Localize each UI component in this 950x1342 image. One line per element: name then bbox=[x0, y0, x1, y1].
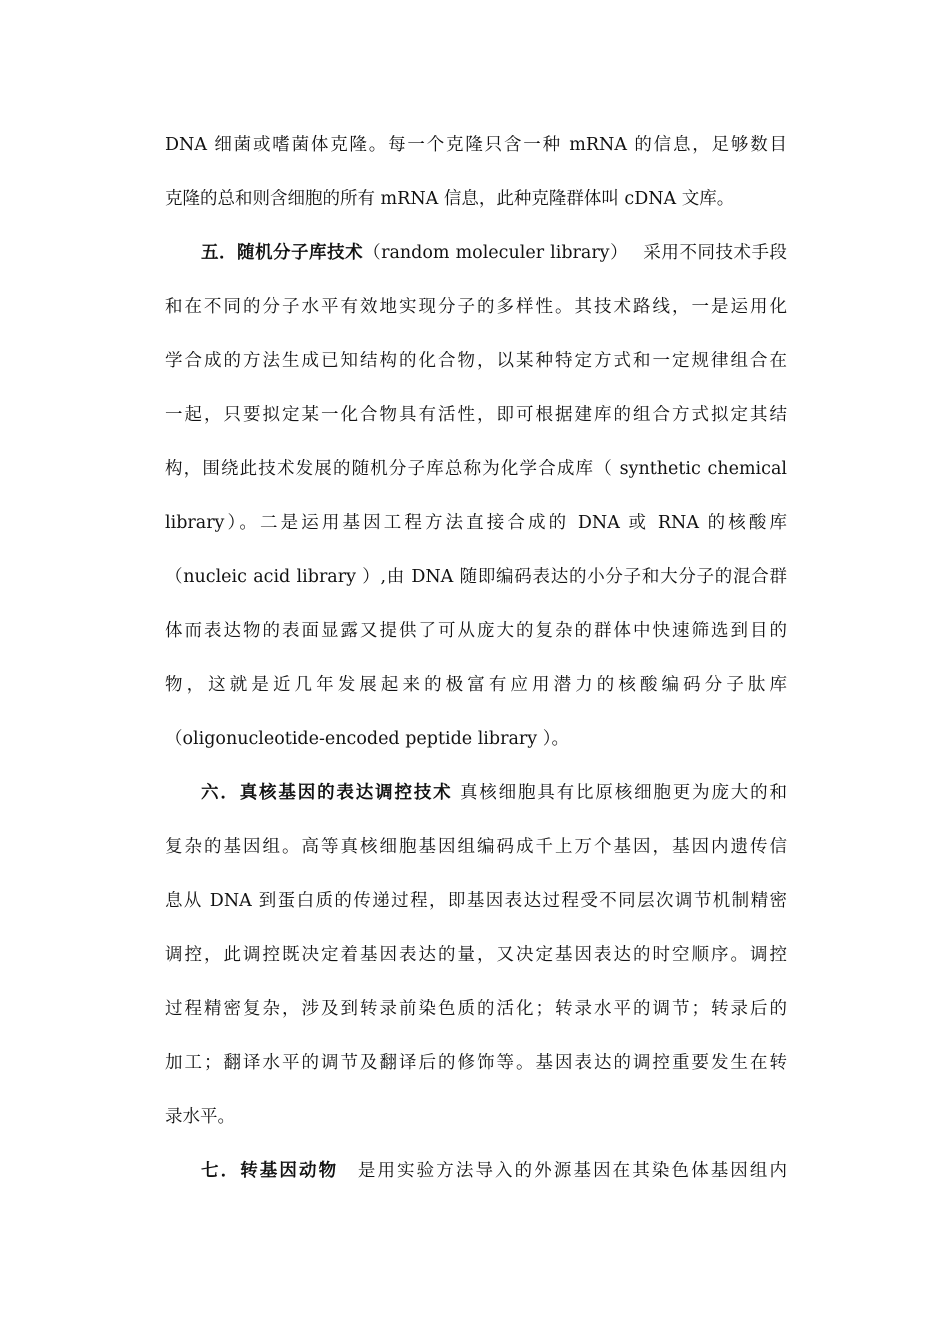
paragraph-line: library）。二是运用基因工程方法直接合成的 DNA 或 RNA 的核酸库 bbox=[165, 513, 787, 533]
section-7-text: 是用实验方法导入的外源基因在其染色体基因组内 bbox=[338, 1161, 787, 1181]
section-6-heading: 六．真核基因的表达调控技术 bbox=[201, 783, 453, 803]
paragraph-line: 克隆的总和则含细胞的所有 mRNA 信息，此种克隆群体叫 cDNA 文库。 bbox=[165, 189, 735, 209]
section-5-text: （random moleculer library） 采用不同技术手段 bbox=[363, 243, 787, 263]
section-6-text: 真核细胞具有比原核细胞更为庞大的和 bbox=[452, 783, 787, 803]
paragraph-line: 构，围绕此技术发展的随机分子库总称为化学合成库（ synthetic chemical bbox=[165, 459, 787, 479]
section-7-heading: 七．转基因动物 bbox=[201, 1161, 339, 1181]
paragraph-line: 物，这就是近几年发展起来的极富有应用潜力的核酸编码分子肽库 bbox=[165, 675, 787, 695]
paragraph-line: 和在不同的分子水平有效地实现分子的多样性。其技术路线，一是运用化 bbox=[165, 297, 787, 317]
paragraph-line: 调控，此调控既决定着基因表达的量，又决定基因表达的时空顺序。调控 bbox=[165, 945, 787, 965]
paragraph-line: （oligonucleotide-encoded peptide library ）。 bbox=[165, 729, 569, 749]
paragraph-line: 息从 DNA 到蛋白质的传递过程，即基因表达过程受不同层次调节机制精密 bbox=[165, 891, 787, 911]
paragraph-line: （nucleic acid library ）,由 DNA 随即编码表达的小分子和大分子的混合群 bbox=[165, 567, 787, 587]
paragraph-line: 过程精密复杂，涉及到转录前染色质的活化；转录水平的调节；转录后的 bbox=[165, 999, 787, 1019]
paragraph-line: 体而表达物的表面显露又提供了可从庞大的复杂的群体中快速筛选到目的 bbox=[165, 621, 787, 641]
paragraph-line: 学合成的方法生成已知结构的化合物，以某种特定方式和一定规律组合在 bbox=[165, 351, 787, 371]
paragraph-line: DNA 细菌或嗜菌体克隆。每一个克隆只含一种 mRNA 的信息，足够数目 bbox=[165, 135, 787, 155]
section-5-heading: 五．随机分子库技术 bbox=[201, 243, 364, 263]
section-7-first-line bbox=[165, 1157, 787, 1185]
paragraph-line: 录水平。 bbox=[165, 1107, 235, 1127]
section-5-first-line bbox=[165, 239, 787, 267]
paragraph-line: 加工；翻译水平的调节及翻译后的修饰等。基因表达的调控重要发生在转 bbox=[165, 1053, 787, 1073]
paragraph-line: 复杂的基因组。高等真核细胞基因组编码成千上万个基因，基因内遗传信 bbox=[165, 837, 787, 857]
section-6-first-line bbox=[165, 779, 787, 807]
paragraph-line: 一起，只要拟定某一化合物具有活性，即可根据建库的组合方式拟定其结 bbox=[165, 405, 787, 425]
